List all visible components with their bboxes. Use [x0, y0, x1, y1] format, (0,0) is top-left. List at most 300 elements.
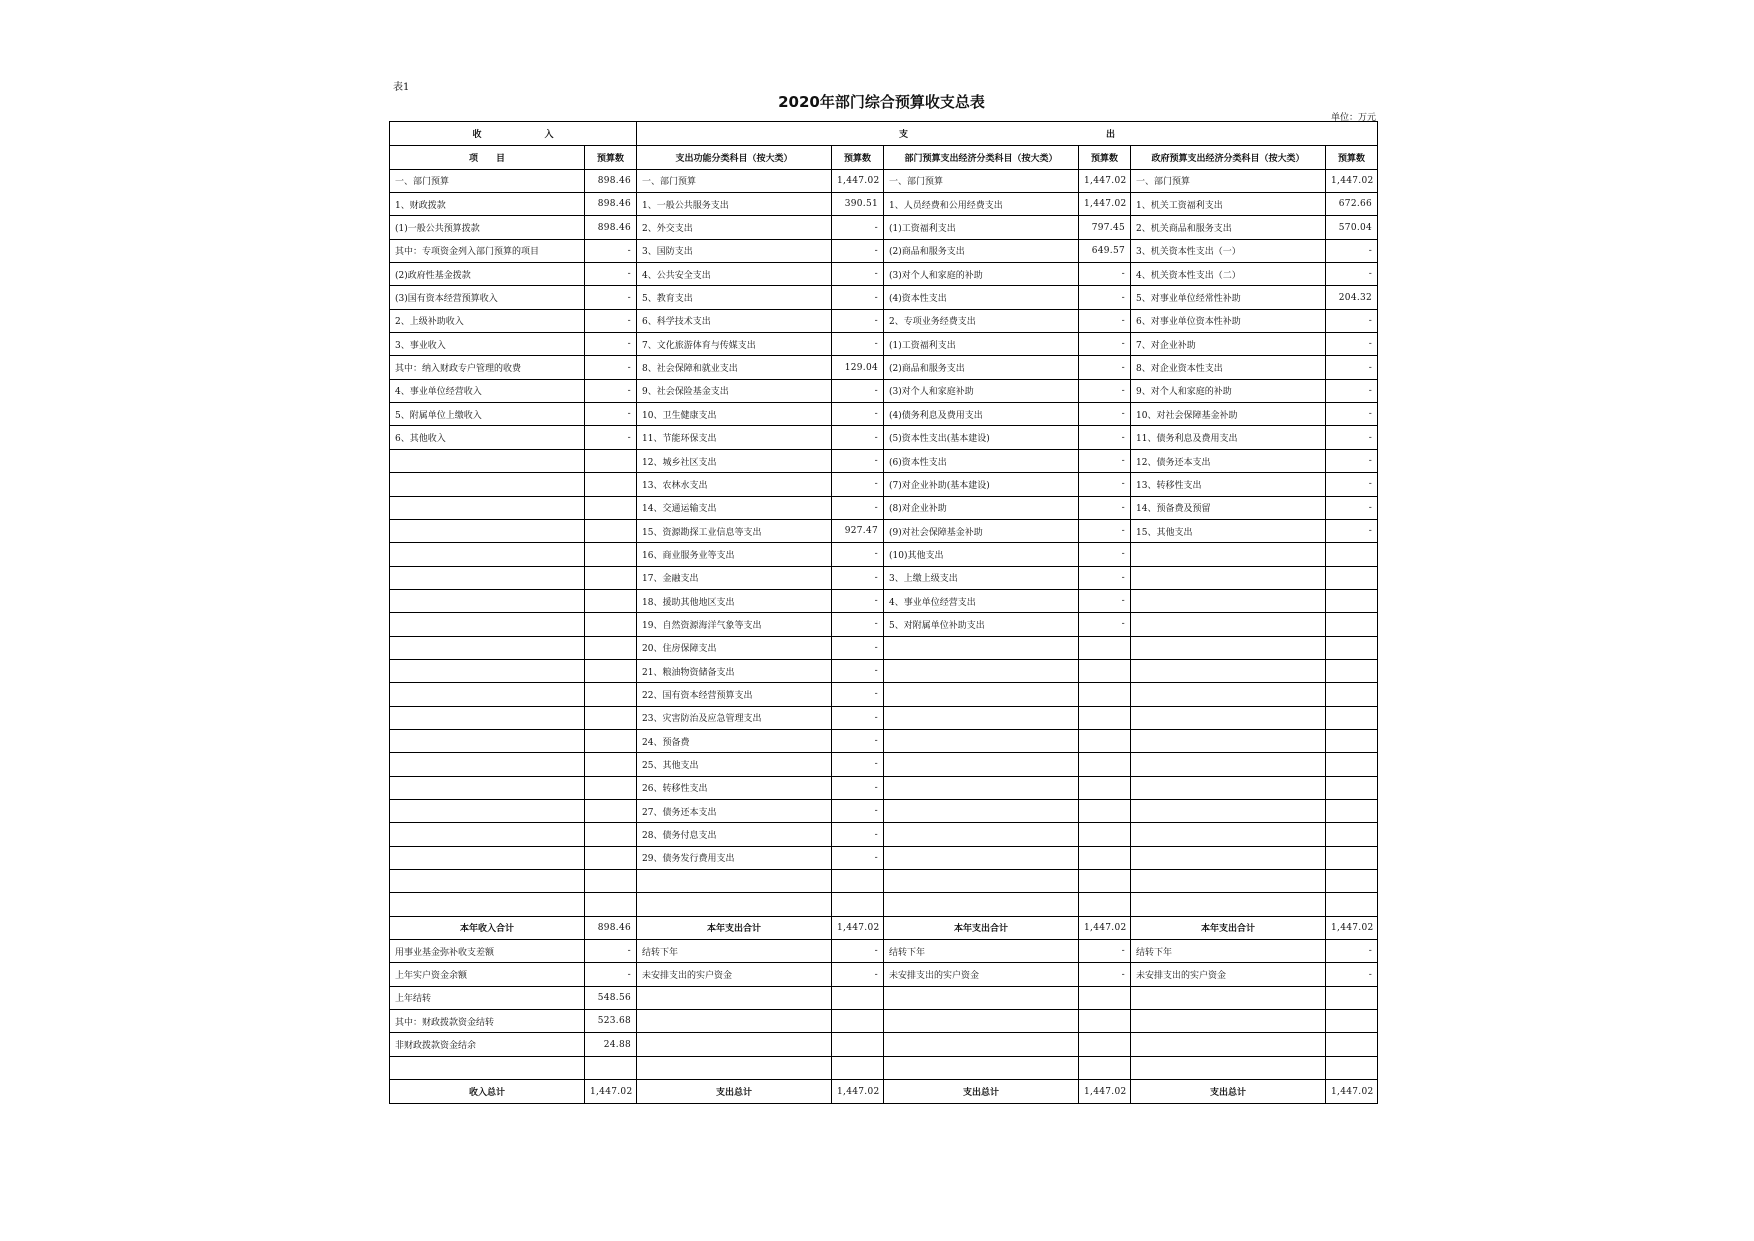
income-item-cell: 一、部门预算 [390, 169, 585, 192]
dept-econ-amount-cell [1079, 659, 1131, 682]
income-item-cell: 5、附属单位上缴收入 [390, 403, 585, 426]
income-item-cell [390, 799, 585, 822]
function-item-cell: 27、债务还本支出 [637, 799, 832, 822]
dept-econ-item-cell: (1)工资福利支出 [884, 333, 1079, 356]
table-row [390, 776, 1378, 799]
gov-econ-amount-cell: - [1326, 940, 1378, 963]
table-row [390, 239, 1378, 262]
gov-econ-item-cell [1131, 753, 1326, 776]
gov-econ-amount-cell [1326, 543, 1378, 566]
function-amount-cell: - [832, 659, 884, 682]
function-amount-cell: 129.04 [832, 356, 884, 379]
function-item-cell: 支出总计 [637, 1080, 832, 1104]
table-row [390, 286, 1378, 309]
dept-econ-amount-cell [1079, 683, 1131, 706]
income-item-cell [390, 543, 585, 566]
gov-econ-item-cell [1131, 543, 1326, 566]
income-item-cell: 非财政拨款资金结余 [390, 1033, 585, 1056]
gov-econ-item-cell [1131, 776, 1326, 799]
function-item-cell: 9、社会保险基金支出 [637, 379, 832, 402]
gov-econ-item-cell [1131, 846, 1326, 869]
budget-summary-table [389, 121, 1378, 1104]
dept-econ-amount-cell: 797.45 [1079, 216, 1131, 239]
function-item-cell [637, 1033, 832, 1056]
function-amount-cell: - [832, 799, 884, 822]
income-item-cell [390, 1056, 585, 1079]
table-row [390, 216, 1378, 239]
income-amount-cell: 523.68 [585, 1010, 637, 1033]
income-item-cell: 2、上级补助收入 [390, 309, 585, 332]
dept-econ-item-cell [884, 753, 1079, 776]
table-row [390, 263, 1378, 286]
table-row [390, 309, 1378, 332]
dept-econ-item-cell: (3)对个人和家庭的补助 [884, 263, 1079, 286]
function-amount-cell: - [832, 543, 884, 566]
unit-label: 单位：万元 [1330, 113, 1376, 123]
function-amount-cell: - [832, 823, 884, 846]
income-item-cell [390, 776, 585, 799]
dept-econ-item-cell: (4)资本性支出 [884, 286, 1079, 309]
income-item-cell [390, 449, 585, 472]
dept-econ-item-cell [884, 683, 1079, 706]
income-item-cell [390, 893, 585, 916]
table-row [390, 753, 1378, 776]
gov-econ-amount-cell [1326, 870, 1378, 893]
dept-econ-amount-cell [1079, 1056, 1131, 1079]
gov-econ-amount-cell: - [1326, 356, 1378, 379]
col-header-income-item: 项 目 [390, 146, 585, 169]
gov-econ-amount-cell [1326, 776, 1378, 799]
table-row [390, 683, 1378, 706]
dept-econ-amount-cell [1079, 636, 1131, 659]
dept-econ-item-cell: 结转下年 [884, 940, 1079, 963]
function-item-cell: 18、援助其他地区支出 [637, 589, 832, 612]
gov-econ-amount-cell [1326, 846, 1378, 869]
dept-econ-item-cell [884, 846, 1079, 869]
dept-econ-item-cell [884, 986, 1079, 1009]
income-item-cell [390, 706, 585, 729]
dept-econ-amount-cell: - [1079, 940, 1131, 963]
table-number-label: 表1 [393, 82, 410, 93]
table-row [390, 659, 1378, 682]
function-item-cell: 20、住房保障支出 [637, 636, 832, 659]
column-header-row [390, 146, 1378, 169]
table-row [390, 893, 1378, 916]
table-row [390, 1056, 1378, 1079]
col-header-dept-econ-class: 部门预算支出经济分类科目（按大类） [884, 146, 1079, 169]
income-group-header: 收 入 [390, 122, 637, 146]
function-amount-cell: - [832, 333, 884, 356]
income-item-cell: (3)国有资本经营预算收入 [390, 286, 585, 309]
function-item-cell: 6、科学技术支出 [637, 309, 832, 332]
function-item-cell: 4、公共安全支出 [637, 263, 832, 286]
income-item-cell: 上年结转 [390, 986, 585, 1009]
income-amount-cell: - [585, 333, 637, 356]
function-item-cell: 23、灾害防治及应急管理支出 [637, 706, 832, 729]
function-amount-cell: - [832, 753, 884, 776]
dept-econ-item-cell: (5)资本性支出(基本建设) [884, 426, 1079, 449]
gov-econ-amount-cell [1326, 683, 1378, 706]
function-item-cell: 24、预备费 [637, 729, 832, 752]
function-amount-cell: - [832, 449, 884, 472]
gov-econ-item-cell [1131, 613, 1326, 636]
function-item-cell: 26、转移性支出 [637, 776, 832, 799]
col-header-income-amount: 预算数 [585, 146, 637, 169]
dept-econ-item-cell: 支出总计 [884, 1080, 1079, 1104]
function-amount-cell: - [832, 403, 884, 426]
function-amount-cell: - [832, 473, 884, 496]
income-amount-cell: 1,447.02 [585, 1080, 637, 1104]
gov-econ-amount-cell: 672.66 [1326, 193, 1378, 216]
dept-econ-amount-cell: - [1079, 333, 1131, 356]
gov-econ-item-cell: 2、机关商品和服务支出 [1131, 216, 1326, 239]
function-amount-cell: - [832, 496, 884, 519]
function-amount-cell: - [832, 216, 884, 239]
gov-econ-amount-cell [1326, 1056, 1378, 1079]
function-amount-cell: - [832, 239, 884, 262]
function-item-cell: 19、自然资源海洋气象等支出 [637, 613, 832, 636]
income-amount-cell: 898.46 [585, 193, 637, 216]
income-item-cell [390, 683, 585, 706]
dept-econ-amount-cell: 1,447.02 [1079, 193, 1131, 216]
gov-econ-item-cell: 未安排支出的实户资金 [1131, 963, 1326, 986]
dept-econ-amount-cell: - [1079, 496, 1131, 519]
gov-econ-amount-cell [1326, 799, 1378, 822]
gov-econ-item-cell [1131, 986, 1326, 1009]
income-amount-cell [585, 496, 637, 519]
income-amount-cell [585, 636, 637, 659]
gov-econ-item-cell [1131, 729, 1326, 752]
income-amount-cell: 898.46 [585, 216, 637, 239]
gov-econ-item-cell [1131, 893, 1326, 916]
income-item-cell: (2)政府性基金拨款 [390, 263, 585, 286]
dept-econ-amount-cell [1079, 1010, 1131, 1033]
function-amount-cell: - [832, 589, 884, 612]
col-header-function-class: 支出功能分类科目（按大类） [637, 146, 832, 169]
gov-econ-item-cell [1131, 706, 1326, 729]
gov-econ-item-cell: 支出总计 [1131, 1080, 1326, 1104]
function-item-cell: 本年支出合计 [637, 916, 832, 939]
function-item-cell: 16、商业服务业等支出 [637, 543, 832, 566]
income-amount-cell [585, 870, 637, 893]
gov-econ-amount-cell: - [1326, 403, 1378, 426]
table-row [390, 333, 1378, 356]
dept-econ-item-cell: (8)对企业补助 [884, 496, 1079, 519]
dept-econ-amount-cell: - [1079, 426, 1131, 449]
gov-econ-amount-cell: 1,447.02 [1326, 916, 1378, 939]
income-item-cell [390, 846, 585, 869]
income-item-cell: 1、财政拨款 [390, 193, 585, 216]
dept-econ-amount-cell [1079, 706, 1131, 729]
income-item-cell [390, 753, 585, 776]
gov-econ-amount-cell: - [1326, 519, 1378, 542]
dept-econ-amount-cell: - [1079, 449, 1131, 472]
function-item-cell: 21、粮油物资储备支出 [637, 659, 832, 682]
gov-econ-item-cell: 14、预备费及预留 [1131, 496, 1326, 519]
dept-econ-item-cell: (3)对个人和家庭补助 [884, 379, 1079, 402]
dept-econ-amount-cell [1079, 799, 1131, 822]
gov-econ-amount-cell [1326, 893, 1378, 916]
dept-econ-item-cell [884, 893, 1079, 916]
income-amount-cell [585, 893, 637, 916]
gov-econ-amount-cell: - [1326, 333, 1378, 356]
dept-econ-amount-cell [1079, 893, 1131, 916]
function-item-cell: 29、债务发行费用支出 [637, 846, 832, 869]
gov-econ-amount-cell: - [1326, 263, 1378, 286]
income-amount-cell [585, 823, 637, 846]
income-item-cell: 6、其他收入 [390, 426, 585, 449]
income-amount-cell: 898.46 [585, 916, 637, 939]
income-item-cell: 4、事业单位经营收入 [390, 379, 585, 402]
dept-econ-amount-cell [1079, 823, 1131, 846]
function-item-cell: 14、交通运输支出 [637, 496, 832, 519]
table-row [390, 403, 1378, 426]
income-amount-cell: 898.46 [585, 169, 637, 192]
income-amount-cell [585, 799, 637, 822]
income-amount-cell [585, 659, 637, 682]
dept-econ-amount-cell: - [1079, 963, 1131, 986]
table-row [390, 449, 1378, 472]
function-item-cell: 2、外交支出 [637, 216, 832, 239]
income-amount-cell: 24.88 [585, 1033, 637, 1056]
dept-econ-item-cell: (4)债务利息及费用支出 [884, 403, 1079, 426]
page-title: 2020年部门综合预算收支总表 [778, 93, 985, 111]
function-amount-cell: - [832, 286, 884, 309]
gov-econ-amount-cell: 204.32 [1326, 286, 1378, 309]
function-item-cell: 8、社会保障和就业支出 [637, 356, 832, 379]
gov-econ-amount-cell: - [1326, 449, 1378, 472]
table-row [390, 379, 1378, 402]
dept-econ-amount-cell: - [1079, 613, 1131, 636]
gov-econ-item-cell: 12、债务还本支出 [1131, 449, 1326, 472]
function-item-cell [637, 1056, 832, 1079]
gov-econ-item-cell [1131, 870, 1326, 893]
dept-econ-amount-cell: - [1079, 263, 1131, 286]
income-amount-cell: - [585, 403, 637, 426]
income-item-cell: 其中：纳入财政专户管理的收费 [390, 356, 585, 379]
gov-econ-amount-cell [1326, 566, 1378, 589]
income-amount-cell: - [585, 309, 637, 332]
income-item-cell: 其中：专项资金列入部门预算的项目 [390, 239, 585, 262]
income-item-cell [390, 729, 585, 752]
income-amount-cell: - [585, 379, 637, 402]
dept-econ-amount-cell [1079, 1033, 1131, 1056]
income-amount-cell [585, 683, 637, 706]
table-row [390, 613, 1378, 636]
gov-econ-amount-cell [1326, 613, 1378, 636]
income-item-cell: 上年实户资金余额 [390, 963, 585, 986]
gov-econ-item-cell [1131, 1033, 1326, 1056]
gov-econ-amount-cell: - [1326, 496, 1378, 519]
function-item-cell: 15、资源勘探工业信息等支出 [637, 519, 832, 542]
function-item-cell: 28、债务付息支出 [637, 823, 832, 846]
income-item-cell: 其中：财政拨款资金结转 [390, 1010, 585, 1033]
function-item-cell: 22、国有资本经营预算支出 [637, 683, 832, 706]
gov-econ-item-cell: 3、机关资本性支出（一） [1131, 239, 1326, 262]
income-amount-cell [585, 729, 637, 752]
dept-econ-item-cell: (2)商品和服务支出 [884, 356, 1079, 379]
dept-econ-amount-cell: - [1079, 543, 1131, 566]
dept-econ-item-cell: 一、部门预算 [884, 169, 1079, 192]
dept-econ-amount-cell [1079, 729, 1131, 752]
group-header-row [390, 122, 1378, 146]
gov-econ-item-cell: 10、对社会保障基金补助 [1131, 403, 1326, 426]
gov-econ-amount-cell: - [1326, 239, 1378, 262]
income-item-cell: (1)一般公共预算拨款 [390, 216, 585, 239]
subtotal-row [390, 916, 1378, 939]
income-item-cell [390, 870, 585, 893]
dept-econ-amount-cell: - [1079, 403, 1131, 426]
income-amount-cell [585, 473, 637, 496]
gov-econ-amount-cell: - [1326, 309, 1378, 332]
table-row [390, 473, 1378, 496]
function-item-cell: 7、文化旅游体育与传媒支出 [637, 333, 832, 356]
function-amount-cell: - [832, 963, 884, 986]
function-item-cell: 25、其他支出 [637, 753, 832, 776]
income-item-cell [390, 659, 585, 682]
income-amount-cell: - [585, 286, 637, 309]
table-row [390, 589, 1378, 612]
income-item-cell [390, 473, 585, 496]
function-item-cell [637, 1010, 832, 1033]
table-row [390, 1033, 1378, 1056]
function-amount-cell: - [832, 263, 884, 286]
gov-econ-amount-cell [1326, 986, 1378, 1009]
gov-econ-amount-cell [1326, 823, 1378, 846]
dept-econ-item-cell [884, 636, 1079, 659]
income-amount-cell: - [585, 356, 637, 379]
gov-econ-amount-cell: 1,447.02 [1326, 1080, 1378, 1104]
table-row [390, 543, 1378, 566]
function-amount-cell: - [832, 566, 884, 589]
function-item-cell: 未安排支出的实户资金 [637, 963, 832, 986]
function-amount-cell [832, 1010, 884, 1033]
function-amount-cell [832, 986, 884, 1009]
function-item-cell: 11、节能环保支出 [637, 426, 832, 449]
income-item-cell: 3、事业收入 [390, 333, 585, 356]
dept-econ-item-cell: (7)对企业补助(基本建设) [884, 473, 1079, 496]
function-amount-cell [832, 870, 884, 893]
gov-econ-item-cell [1131, 659, 1326, 682]
table-row [390, 426, 1378, 449]
gov-econ-amount-cell [1326, 636, 1378, 659]
dept-econ-amount-cell [1079, 846, 1131, 869]
table-row [390, 963, 1378, 986]
gov-econ-item-cell [1131, 823, 1326, 846]
dept-econ-item-cell: (10)其他支出 [884, 543, 1079, 566]
gov-econ-amount-cell: 1,447.02 [1326, 169, 1378, 192]
gov-econ-item-cell [1131, 566, 1326, 589]
dept-econ-item-cell: 2、专项业务经费支出 [884, 309, 1079, 332]
function-amount-cell: 390.51 [832, 193, 884, 216]
table-row [390, 636, 1378, 659]
function-item-cell [637, 986, 832, 1009]
gov-econ-item-cell [1131, 1056, 1326, 1079]
function-amount-cell: - [832, 729, 884, 752]
function-item-cell [637, 870, 832, 893]
income-amount-cell: - [585, 940, 637, 963]
dept-econ-item-cell: 1、人员经费和公用经费支出 [884, 193, 1079, 216]
dept-econ-amount-cell [1079, 753, 1131, 776]
dept-econ-amount-cell: 649.57 [1079, 239, 1131, 262]
dept-econ-amount-cell: 1,447.02 [1079, 1080, 1131, 1104]
gov-econ-amount-cell [1326, 706, 1378, 729]
income-amount-cell [585, 776, 637, 799]
income-item-cell [390, 589, 585, 612]
col-header-function-amount: 预算数 [832, 146, 884, 169]
col-header-dept-econ-amount: 预算数 [1079, 146, 1131, 169]
gov-econ-item-cell: 6、对事业单位资本性补助 [1131, 309, 1326, 332]
dept-econ-amount-cell [1079, 986, 1131, 1009]
gov-econ-item-cell: 本年支出合计 [1131, 916, 1326, 939]
table-row [390, 846, 1378, 869]
dept-econ-amount-cell: 1,447.02 [1079, 169, 1131, 192]
function-amount-cell: - [832, 379, 884, 402]
dept-econ-item-cell [884, 1033, 1079, 1056]
dept-econ-item-cell: 4、事业单位经营支出 [884, 589, 1079, 612]
function-item-cell: 结转下年 [637, 940, 832, 963]
gov-econ-amount-cell: - [1326, 379, 1378, 402]
dept-econ-item-cell: 5、对附属单位补助支出 [884, 613, 1079, 636]
income-item-cell [390, 613, 585, 636]
income-item-cell [390, 496, 585, 519]
function-item-cell [637, 893, 832, 916]
expense-group-header: 支 出 [637, 122, 1378, 146]
dept-econ-item-cell: 未安排支出的实户资金 [884, 963, 1079, 986]
income-amount-cell: - [585, 963, 637, 986]
dept-econ-item-cell [884, 729, 1079, 752]
income-amount-cell [585, 449, 637, 472]
gov-econ-item-cell: 一、部门预算 [1131, 169, 1326, 192]
function-amount-cell: 1,447.02 [832, 916, 884, 939]
gov-econ-amount-cell [1326, 1033, 1378, 1056]
income-amount-cell: 548.56 [585, 986, 637, 1009]
dept-econ-item-cell [884, 659, 1079, 682]
function-amount-cell [832, 1056, 884, 1079]
income-item-cell: 用事业基金弥补收支差额 [390, 940, 585, 963]
function-item-cell: 12、城乡社区支出 [637, 449, 832, 472]
income-amount-cell [585, 589, 637, 612]
function-item-cell: 17、金融支出 [637, 566, 832, 589]
function-amount-cell: 1,447.02 [832, 169, 884, 192]
income-amount-cell [585, 846, 637, 869]
dept-econ-amount-cell: - [1079, 589, 1131, 612]
function-amount-cell: 1,447.02 [832, 1080, 884, 1104]
income-amount-cell: - [585, 239, 637, 262]
function-amount-cell: - [832, 683, 884, 706]
income-item-cell [390, 823, 585, 846]
gov-econ-item-cell: 11、债务利息及费用支出 [1131, 426, 1326, 449]
dept-econ-item-cell [884, 823, 1079, 846]
gov-econ-item-cell [1131, 799, 1326, 822]
function-amount-cell: - [832, 846, 884, 869]
dept-econ-amount-cell [1079, 870, 1131, 893]
table-row [390, 986, 1378, 1009]
table-row [390, 566, 1378, 589]
gov-econ-amount-cell [1326, 589, 1378, 612]
function-amount-cell: - [832, 309, 884, 332]
dept-econ-item-cell [884, 799, 1079, 822]
table-row [390, 823, 1378, 846]
function-item-cell: 一、部门预算 [637, 169, 832, 192]
table-row [390, 1010, 1378, 1033]
gov-econ-item-cell [1131, 589, 1326, 612]
income-amount-cell [585, 753, 637, 776]
income-amount-cell [585, 613, 637, 636]
dept-econ-amount-cell: - [1079, 473, 1131, 496]
income-item-cell: 本年收入合计 [390, 916, 585, 939]
gov-econ-amount-cell [1326, 753, 1378, 776]
